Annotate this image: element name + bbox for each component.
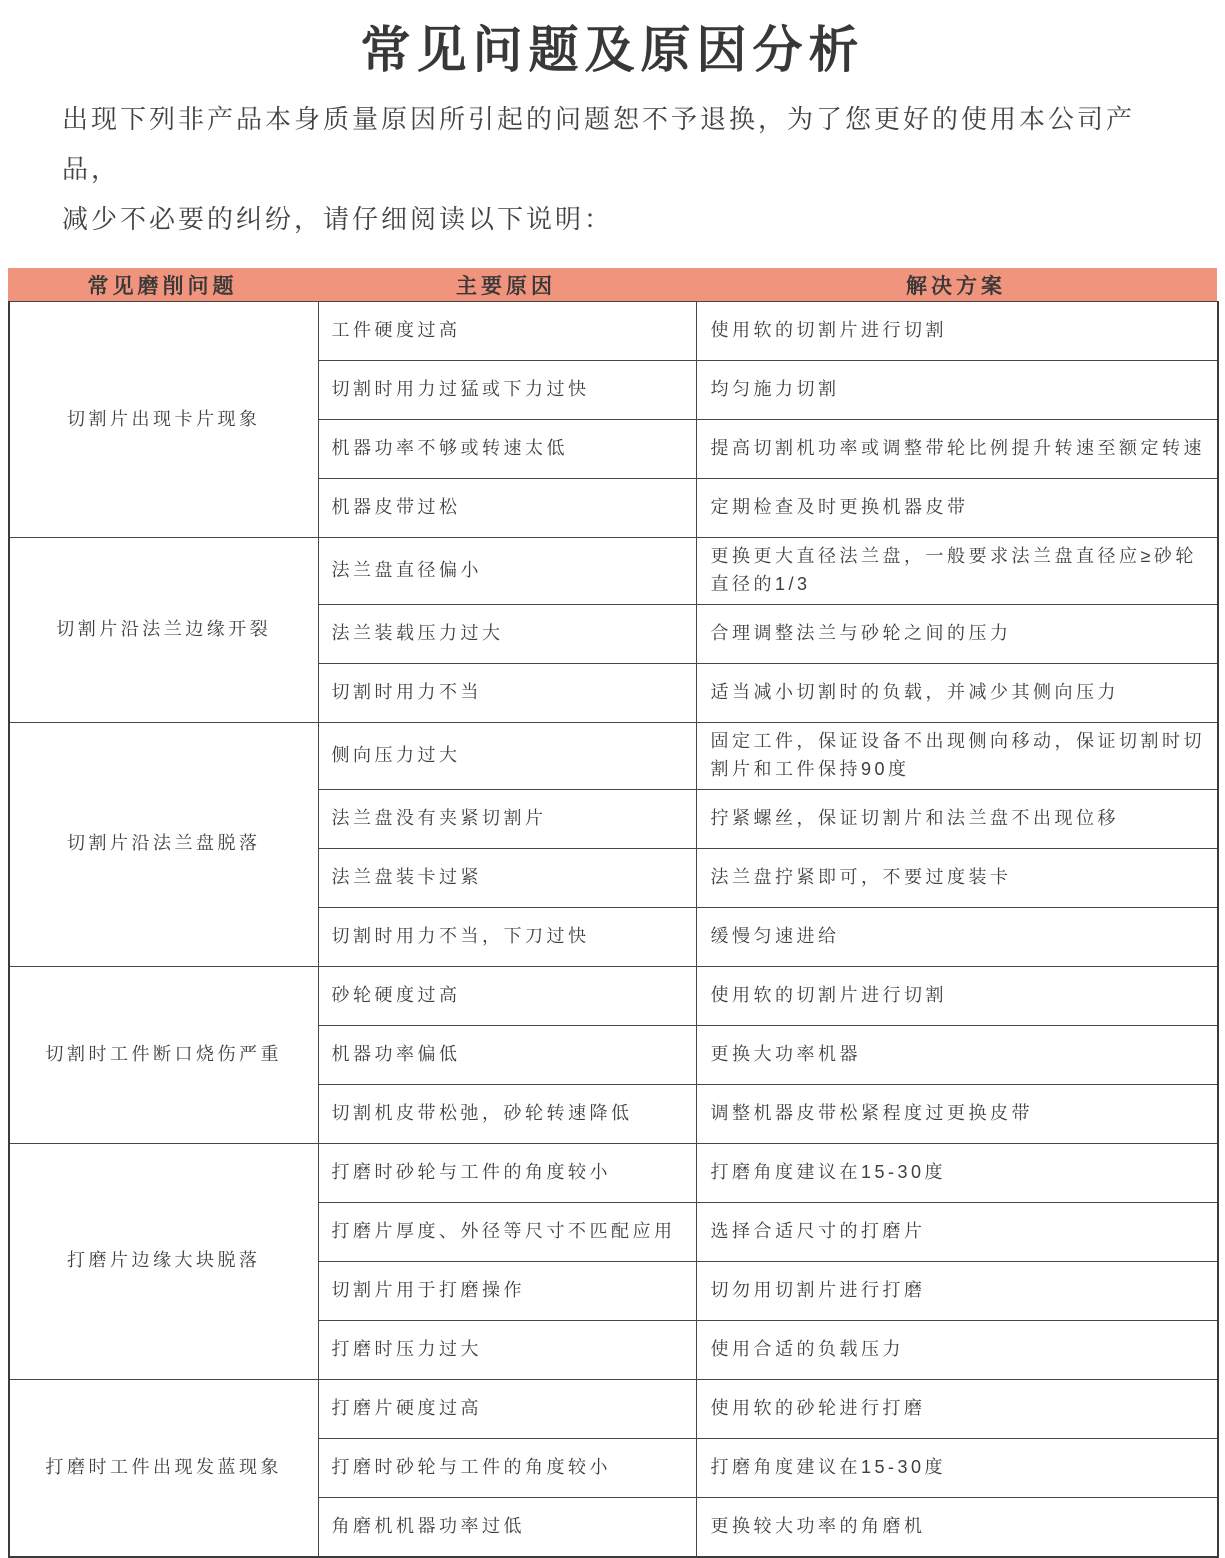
problem-cell: 打磨时工件出现发蓝现象 xyxy=(9,1379,318,1557)
cause-cell: 机器功率偏低 xyxy=(318,1025,696,1084)
solution-cell: 固定工件，保证设备不出现侧向移动，保证切割时切割片和工件保持90度 xyxy=(696,722,1218,789)
solution-cell: 提高切割机功率或调整带轮比例提升转速至额定转速 xyxy=(696,420,1218,479)
solution-cell: 使用软的切割片进行切割 xyxy=(696,966,1218,1025)
cause-cell: 切割片用于打磨操作 xyxy=(318,1261,696,1320)
solution-cell: 更换较大功率的角磨机 xyxy=(696,1497,1218,1557)
cause-cell: 法兰盘没有夹紧切割片 xyxy=(318,789,696,848)
problems-table-body xyxy=(9,302,1218,1557)
solution-cell: 适当减小切割时的负载，并减少其侧向压力 xyxy=(696,663,1218,722)
table-header-strip xyxy=(8,268,1217,301)
problem-cell: 切割片沿法兰边缘开裂 xyxy=(9,538,318,723)
table-row xyxy=(9,538,1218,605)
cause-cell: 打磨片厚度、外径等尺寸不匹配应用 xyxy=(318,1202,696,1261)
cause-cell: 机器皮带过松 xyxy=(318,479,696,538)
solution-cell: 打磨角度建议在15-30度 xyxy=(696,1438,1218,1497)
cause-cell: 切割机皮带松弛，砂轮转速降低 xyxy=(318,1084,696,1143)
problems-table xyxy=(8,268,1217,1558)
cause-cell: 侧向压力过大 xyxy=(318,722,696,789)
cause-cell: 切割时用力不当 xyxy=(318,663,696,722)
solution-cell: 定期检查及时更换机器皮带 xyxy=(696,479,1218,538)
cause-cell: 角磨机机器功率过低 xyxy=(318,1497,696,1557)
intro-paragraph xyxy=(62,94,1169,244)
problem-cell: 打磨片边缘大块脱落 xyxy=(9,1143,318,1379)
cause-cell: 打磨片硬度过高 xyxy=(318,1379,696,1438)
cause-cell: 法兰盘装卡过紧 xyxy=(318,848,696,907)
solution-cell: 均匀施力切割 xyxy=(696,361,1218,420)
cause-cell: 打磨时砂轮与工件的角度较小 xyxy=(318,1438,696,1497)
solution-cell: 使用合适的负载压力 xyxy=(696,1320,1218,1379)
cause-cell: 打磨时砂轮与工件的角度较小 xyxy=(318,1143,696,1202)
solution-cell: 使用软的切割片进行切割 xyxy=(696,302,1218,361)
cause-cell: 工件硬度过高 xyxy=(318,302,696,361)
solution-cell: 使用软的砂轮进行打磨 xyxy=(696,1379,1218,1438)
solution-cell: 更换大功率机器 xyxy=(696,1025,1218,1084)
header-cell-problem: 常见磨削问题 xyxy=(87,274,238,298)
header-cell-solution: 解决方案 xyxy=(906,274,1006,298)
table-row xyxy=(9,966,1218,1025)
table-row xyxy=(9,1143,1218,1202)
table-row xyxy=(9,302,1218,361)
solution-cell: 拧紧螺丝，保证切割片和法兰盘不出现位移 xyxy=(696,789,1218,848)
intro-line-1: 出现下列非产品本身质量原因所引起的问题恕不予退换，为了您更好的使用本公司产品， xyxy=(62,104,1136,184)
table-row xyxy=(9,1379,1218,1438)
cause-cell: 机器功率不够或转速太低 xyxy=(318,420,696,479)
solution-cell: 法兰盘拧紧即可，不要过度装卡 xyxy=(696,848,1218,907)
cause-cell: 打磨时压力过大 xyxy=(318,1320,696,1379)
cause-cell: 切割时用力不当，下刀过快 xyxy=(318,907,696,966)
solution-cell: 切勿用切割片进行打磨 xyxy=(696,1261,1218,1320)
cause-cell: 切割时用力过猛或下力过快 xyxy=(318,361,696,420)
solution-cell: 选择合适尺寸的打磨片 xyxy=(696,1202,1218,1261)
cause-cell: 法兰盘直径偏小 xyxy=(318,538,696,605)
cause-cell: 砂轮硬度过高 xyxy=(318,966,696,1025)
solution-cell: 调整机器皮带松紧程度过更换皮带 xyxy=(696,1084,1218,1143)
problem-cell: 切割片沿法兰盘脱落 xyxy=(9,722,318,966)
page-title: 常见问题及原因分析 xyxy=(360,22,865,78)
cause-cell: 法兰装载压力过大 xyxy=(318,604,696,663)
solution-cell: 合理调整法兰与砂轮之间的压力 xyxy=(696,604,1218,663)
solution-cell: 更换更大直径法兰盘，一般要求法兰盘直径应≥砂轮直径的1/3 xyxy=(696,538,1218,605)
solution-cell: 缓慢匀速进给 xyxy=(696,907,1218,966)
intro-line-2: 减少不必要的纠纷，请仔细阅读以下说明： xyxy=(62,204,614,234)
solution-cell: 打磨角度建议在15-30度 xyxy=(696,1143,1218,1202)
header-cell-cause: 主要原因 xyxy=(456,274,556,298)
problems-table-grid xyxy=(8,301,1219,1558)
problem-cell: 切割时工件断口烧伤严重 xyxy=(9,966,318,1143)
table-row xyxy=(9,722,1218,789)
problem-cell: 切割片出现卡片现象 xyxy=(9,302,318,538)
